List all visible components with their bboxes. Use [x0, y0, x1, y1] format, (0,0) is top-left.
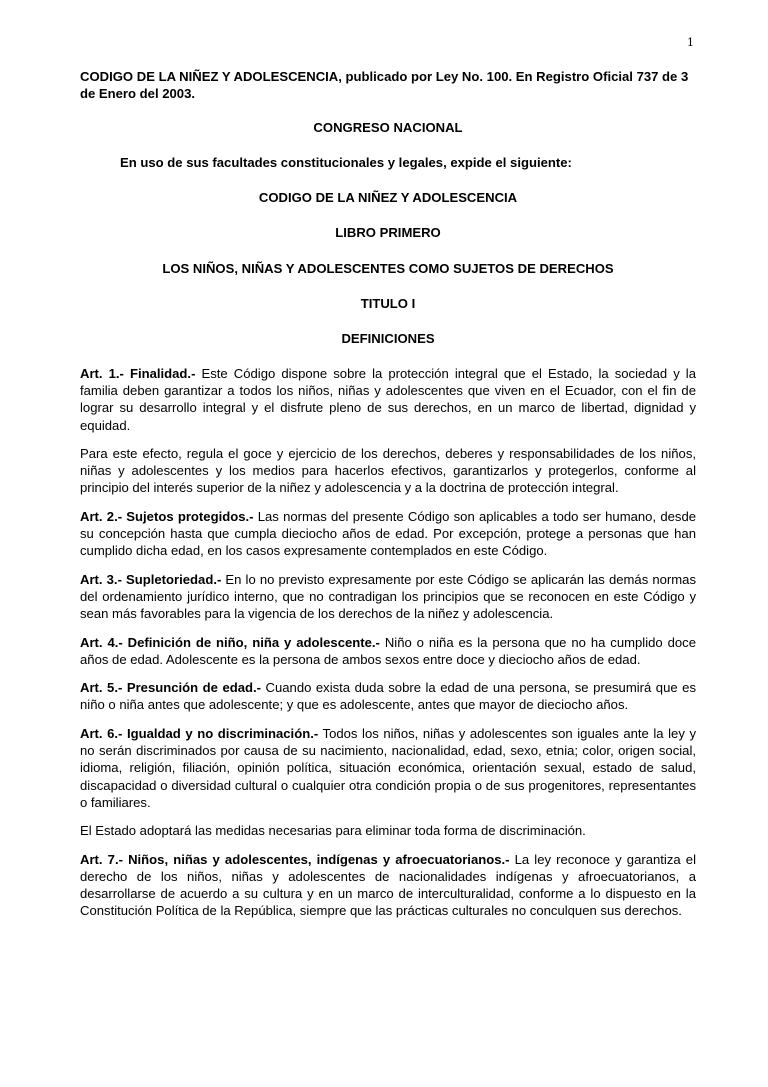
article-5: [80, 679, 696, 714]
code-title: CODIGO DE LA NIÑEZ Y ADOLESCENCIA: [258, 190, 518, 206]
article-4: [80, 634, 696, 669]
congress-heading: CONGRESO NACIONAL: [313, 119, 463, 135]
article-heading: Art. 5.- Presunción de edad.-: [80, 680, 262, 696]
article-text: Este Código dispone sobre la protección integral que el Estado, la sociedad y la familia deben garantizar a todos los niños, niñas y adolescentes que viven en el Ecuador, con el fin de lograr su desarrollo integral y el disfrute pleno de sus derechos, en un marco de libertad, dignidad y equidad.: [80, 365, 696, 433]
article-heading: Art. 3.- Supletoriedad.-: [80, 571, 222, 587]
article-text: La ley reconoce y garantiza el derecho de los niños, niñas y adolescentes de nacionalidades indígenas y afroecuatorianos, a desarrollarse de acuerdo a su cultura y en un marco de interculturalidad, conforme a lo dispuesto en la Constitución Política de la República, siempre que las prácticas culturales no conculquen sus derechos.: [80, 851, 696, 919]
article-text: En lo no previsto expresamente por este Código se aplicarán las demás normas del ordenamiento jurídico interno, que no contradigan los principios que se reconocen en este Código y sean más favorables para la vigencia de los derechos de la niñez y adolescencia.: [80, 571, 697, 622]
article-1: [80, 365, 696, 434]
document-title: CODIGO DE LA NIÑEZ Y ADOLESCENCIA, publicado por Ley No. 100. En Registro Oficial 737 de 3 de Enero del 2003.: [80, 69, 689, 102]
article-text: Las normas del presente Código son aplicables a todo ser humano, desde su concepción hasta que cumpla dieciocho años de edad. Por excepción, protege a personas que han cumplido dicha edad, en los casos expresamente contemplados en este Código.: [80, 508, 697, 559]
article-text: Niño o niña es la persona que no ha cumplido doce años de edad. Adolescente es la persona de ambos sexos entre doce y dieciocho años de edad.: [80, 634, 696, 667]
article-heading: Art. 6.- Igualdad y no discriminación.-: [80, 725, 319, 741]
article-heading: Art. 7.- Niños, niñas y adolescentes, indígenas y afroecuatorianos.-: [80, 851, 510, 867]
page-number: 1: [687, 36, 694, 49]
titulo-heading: TITULO I: [360, 296, 416, 312]
article-text: Todos los niños, niñas y adolescentes son iguales ante la ley y no serán discriminados por causa de su nacimiento, nacionalidad, edad, sexo, etnia; color, origen social, idioma, religión, filiación, opinión política, situación económica, orientación sexual, estado de salud, discapacidad o diversidad cultural o cualquier otra condición propia o de sus progenitores, representantes o familiares.: [80, 725, 696, 810]
article-text: Para este efecto, regula el goce y ejercicio de los derechos, deberes y responsabilidades de los niños, niñas y adolescentes y los medios para hacerlos efectivos, garantizarlos y protegerlos, conforme al principio del interés superior de la niñez y adolescencia y a la doctrina de protección integral.: [80, 445, 696, 496]
article-6: [80, 725, 696, 811]
article-heading: Art. 1.- Finalidad.-: [80, 365, 196, 381]
book-title: LOS NIÑOS, NIÑAS Y ADOLESCENTES COMO SUJETOS DE DERECHOS: [162, 260, 614, 276]
article-text: El Estado adoptará las medidas necesarias para eliminar toda forma de discriminación.: [80, 823, 586, 839]
book-heading: LIBRO PRIMERO: [335, 225, 441, 241]
titulo-name: DEFINICIONES: [341, 331, 435, 347]
article-2: [80, 508, 696, 560]
article-3: [80, 571, 696, 623]
enactment-intro: En uso de sus facultades constitucionales y legales, expide el siguiente:: [120, 154, 572, 170]
article-6-paragraph-2: [80, 822, 696, 839]
article-7: [80, 851, 696, 920]
article-heading: Art. 4.- Definición de niño, niña y adolescente.-: [80, 634, 380, 650]
document-body: [80, 68, 696, 931]
article-text: Cuando exista duda sobre la edad de una persona, se presumirá que es niño o niña antes que adolescente; y que es adolescente, antes que mayor de dieciocho años.: [80, 680, 696, 713]
article-1-paragraph-2: [80, 445, 696, 497]
article-heading: Art. 2.- Sujetos protegidos.-: [80, 508, 254, 524]
